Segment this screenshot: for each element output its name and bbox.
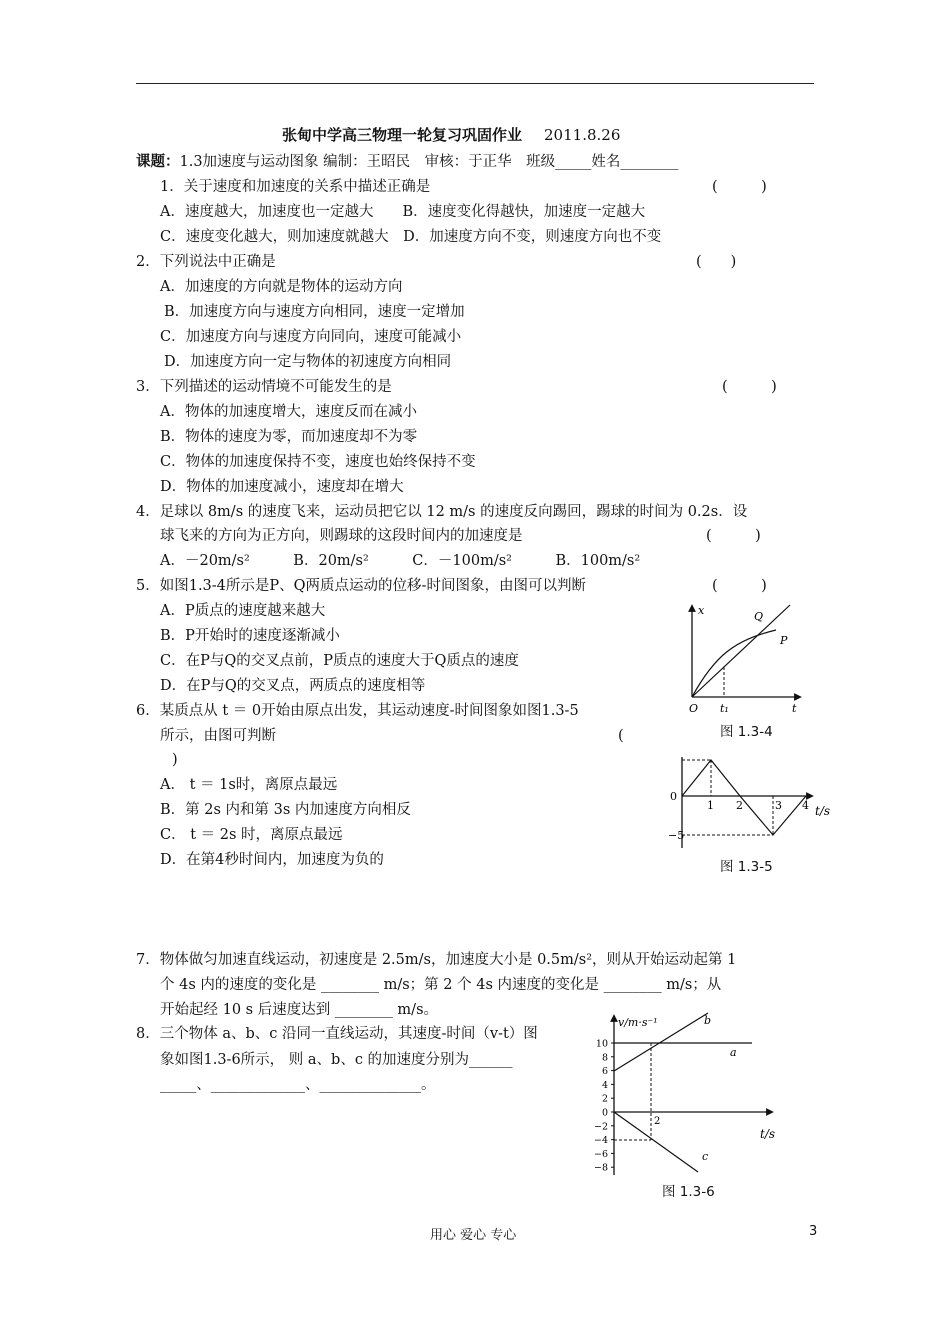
origin-label: O — [689, 702, 699, 715]
velocity-line — [682, 760, 806, 835]
q6-paren-close: ) — [172, 752, 178, 768]
q1-option: C．速度变化越大，则加速度就越大 D．加速度方向不变，则速度方向也不变 — [160, 229, 662, 245]
neg5-label: −5 — [668, 829, 685, 842]
q3-paren: ( ) — [722, 379, 777, 395]
q5-option: D．在P与Q的交叉点，两质点的速度相等 — [160, 678, 426, 694]
q-label: Q — [754, 610, 764, 623]
y-tick-label: 6 — [601, 1066, 608, 1078]
q1-paren: ( ) — [712, 179, 767, 195]
page-number: 3 — [809, 1224, 818, 1239]
q3-option: D．物体的加速度减小，速度却在增大 — [160, 479, 404, 495]
q2-option: A．加速度的方向就是物体的运动方向 — [160, 279, 403, 295]
figure-1-3-6 — [590, 1010, 790, 1178]
q8-stem: 8．三个物体 a、b、c 沿同一直线运动，其速度-时间（v-t）图 — [136, 1026, 538, 1042]
q5-option: A．P质点的速度越来越大 — [160, 603, 326, 619]
tick-marks — [594, 1039, 614, 1174]
q7-stem: 7．物体做匀加速直线运动，初速度是 2.5m/s，加速度大小是 0.5m/s²，则从开始运动起第 1 — [136, 952, 737, 968]
figure-caption: 图 1.3-5 — [720, 859, 773, 875]
q3-stem: 3．下列描述的运动情境不可能发生的是 — [136, 379, 392, 395]
q8-stem-cont: _____、_____________、______________。 — [160, 1077, 436, 1093]
figure-1-3-4 — [680, 600, 810, 718]
page-title: 张甸中学高三物理一轮复习巩固作业 2011.8.26 — [282, 126, 621, 144]
y-tick-label: 8 — [601, 1052, 608, 1064]
t-axis-label: t/s — [815, 804, 831, 818]
q3-option: B．物体的速度为零，而加速度却不为零 — [160, 429, 418, 445]
header-rule — [136, 83, 814, 84]
y-tick-label: −4 — [593, 1135, 608, 1147]
q4-stem: 4．足球以 8m/s 的速度飞来，运动员把它以 12 m/s 的速度反向踢回，踢球的时间为 0.2s．设 — [136, 504, 748, 520]
y-tick-label: −6 — [593, 1148, 608, 1160]
q6-option: C． t ＝ 2s 时，离原点最远 — [160, 827, 343, 843]
q4-paren: ( ) — [706, 528, 761, 544]
q3-option: C．物体的加速度保持不变，速度也始终保持不变 — [160, 454, 476, 470]
q-line — [692, 605, 790, 697]
b-label: b — [704, 1014, 712, 1027]
meta-line: 课题：1.3加速度与运动图象 编制：王昭民 审核：于正华 班级_____姓名________ — [136, 153, 679, 170]
zero-label: 0 — [670, 790, 677, 803]
tick-1: 1 — [707, 799, 714, 812]
q2-option: C．加速度方向与速度方向同向，速度可能减小 — [160, 329, 462, 345]
tick-3: 3 — [775, 799, 782, 812]
date: 2011.8.26 — [544, 126, 621, 144]
q5-option: B．P开始时的速度逐渐减小 — [160, 628, 340, 644]
q4-option: A．－20m/s² B．20m/s² C．－100m/s² B．100m/s² — [160, 553, 641, 569]
y-tick-label: −2 — [593, 1121, 608, 1133]
t-axis-label: t — [792, 702, 797, 715]
q6-option: D．在第4秒时间内，加速度为负的 — [160, 852, 384, 868]
q7-stem-cont: 个 4s 内的速度的变化是 ________ m/s；第 2 个 4s 内速度的变化是 ________ m/s；从 — [160, 977, 722, 993]
figure-caption: 图 1.3-6 — [662, 1184, 715, 1200]
q6-option: B．第 2s 内和第 3s 内加速度方向相反 — [160, 802, 411, 818]
q7-stem-cont: 开始起经 10 s 后速度达到 ________ m/s。 — [160, 1002, 439, 1018]
a-label: a — [730, 1046, 737, 1059]
t1-label: t₁ — [720, 702, 729, 715]
y-tick-label: 2 — [601, 1093, 608, 1105]
footer-text: 用心 爱心 专心 — [430, 1228, 517, 1243]
q6-stem-cont: 所示，由图可判断 — [160, 728, 276, 744]
q6-option: A． t ＝ 1s时，离原点最远 — [160, 777, 338, 793]
q2-option: B．加速度方向与速度方向相同，速度一定增加 — [164, 304, 465, 320]
q6-stem: 6．某质点从 t ＝ 0开始由原点出发，其运动速度-时间图象如图1.3-5 — [136, 703, 579, 719]
y-tick-label: 0 — [601, 1107, 608, 1119]
tick-4: 4 — [802, 799, 809, 812]
q5-stem: 5．如图1.3-4所示是P、Q两质点运动的位移-时间图象，由图可以判断 — [136, 578, 586, 594]
q1-stem: 1．关于速度和加速度的关系中描述正确是 — [160, 179, 431, 195]
p-curve — [692, 630, 776, 697]
q2-paren: ( ) — [696, 254, 737, 270]
q2-option: D．加速度方向一定与物体的初速度方向相同 — [164, 354, 452, 370]
figure-1-3-5 — [668, 755, 838, 850]
y-tick-label: 4 — [601, 1079, 608, 1091]
q3-option: A．物体的加速度增大，速度反而在减小 — [160, 404, 417, 420]
tick-2: 2 — [736, 799, 743, 812]
q5-paren: ( ) — [712, 578, 767, 594]
q4-stem-cont: 球飞来的方向为正方向，则踢球的这段时间内的加速度是 — [160, 528, 523, 544]
y-tick-label: −8 — [593, 1162, 608, 1174]
y-tick-label: 10 — [595, 1038, 608, 1050]
q5-option: C．在P与Q的交叉点前，P质点的速度大于Q质点的速度 — [160, 653, 519, 669]
v-axis-label: v/m·s⁻¹ — [618, 1016, 658, 1029]
q1-option: A．速度越大，加速度也一定越大 B．速度变化得越快，加速度一定越大 — [160, 204, 646, 220]
q6-paren: ( — [618, 728, 624, 744]
p-label: P — [780, 634, 788, 647]
t2-label: 2 — [654, 1116, 661, 1127]
x-axis-label: x — [698, 604, 705, 617]
c-label: c — [702, 1150, 709, 1163]
t-axis-label: t/s — [760, 1127, 776, 1141]
q8-stem-cont: 象如图1.3-6所示， 则 a、b、c 的加速度分别为______ — [160, 1052, 513, 1068]
figure-caption: 图 1.3-4 — [720, 724, 773, 740]
q2-stem: 2．下列说法中正确是 — [136, 254, 276, 270]
